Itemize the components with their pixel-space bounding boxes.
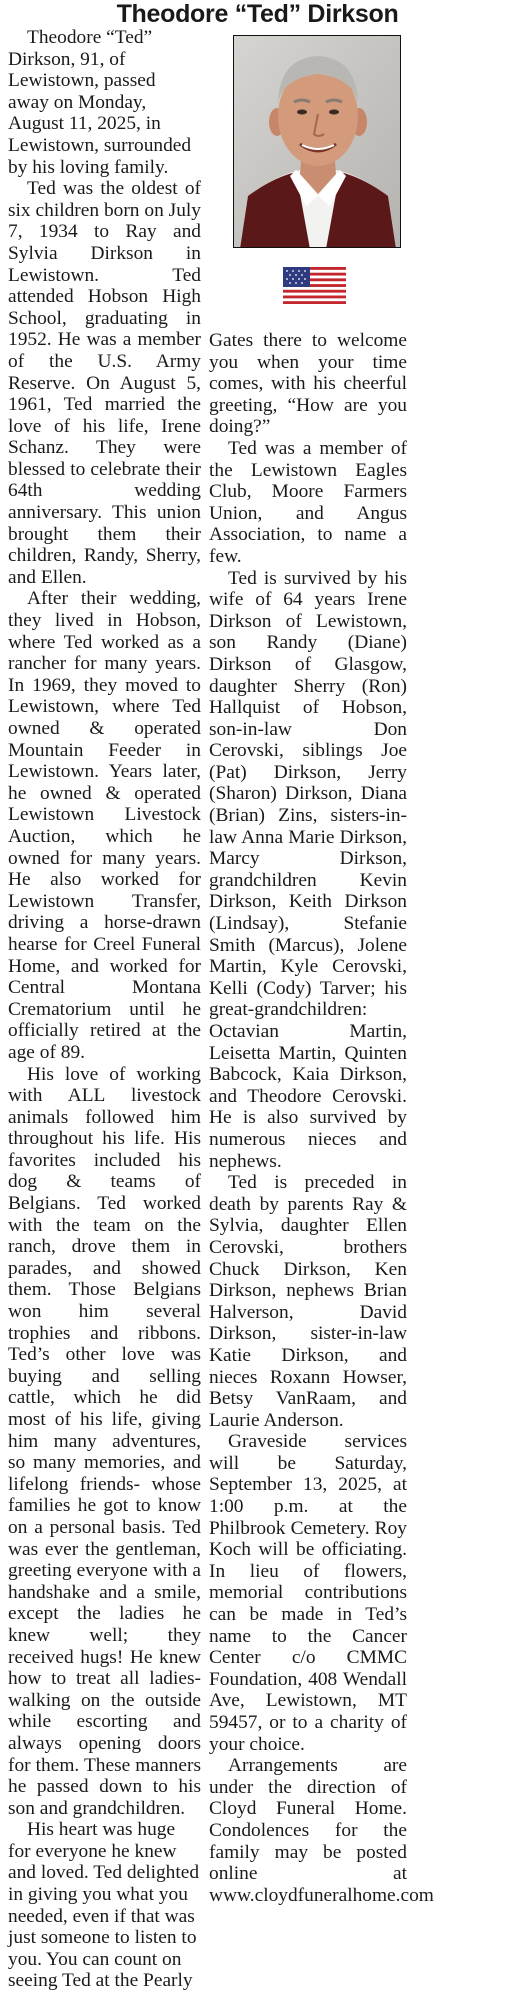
portrait-illustration: [234, 36, 401, 248]
paragraph-livestock: His love of working with ALL livestock animals followed him throughout his life. His favorites included his dog & teams of Belgians. Ted worked with the team on the ranch, drove them in parades, and showed them. Those Belgians won him several trophies and ribbons. Ted’s other love was buying and selling cattle, which he did most of his life, giving him many adventures, so many memories, and lifelong friends- whose families he got to know on a personal basis. Ted was ever the gentleman, greeting everyone with a handshake and a smile, except the ladies he knew well; they received hugs! He knew how to treat all ladies- walking on the outside while escorting and always opening doors for them. These manners he passed down to his son and grandchildren.: [8, 1063, 201, 1819]
paragraph-survived-by: Ted is survived by his wife of 64 years Irene Dirkson of Lewistown, son Randy (Diane) Dirkson of Glasgow, daughter Sherry (Ron) Hallquist of Hobson, son-in-law Don Cerovski, siblings Joe (Pat) Dirkson, Jerry (Sharon) Dirkson, Diana (Brian) Zins, sisters-in-law Anna Marie Dirkson, Marcy Dirkson, grandchildren Kevin Dirkson, Keith Dirkson (Lindsay), Stefanie Smith (Marcus), Jolene Martin, Kyle Cerovski, Kelli (Cody) Tarver; his great-grandchildren: Octavian Martin, Leisetta Martin, Quinten Babcock, Kaia Dirkson, and Theodore Cerovski. He is also survived by numerous nieces and nephews.: [209, 567, 407, 1172]
american-flag-icon: [283, 267, 346, 304]
paragraph-career: After their wedding, they lived in Hobson, where Ted worked as a rancher for many years. In 1969, they moved to Lewistown, where Ted owned & operated Mountain Feeder in Lewistown. Years later, he owned & operated Lewistown Livestock Auction, which he owned for many years. He also worked for Lewistown Transfer, driving a horse-drawn hearse for Creel Funeral Home, and worked for Central Montana Crematorium until he officially retired at the age of 89.: [8, 588, 201, 1063]
portrait-photo: [233, 35, 401, 248]
paragraph-preceded-by: Ted is preceded in death by parents Ray & Sylvia, daughter Ellen Cerovski, brothers Chuck Dirkson, Ken Dirkson, nephews Brian Halverson, David Dirkson, sister-in-law Katie Dirkson, and nieces Roxann Howser, Betsy VanRaam, and Laurie Anderson.: [209, 1172, 407, 1431]
paragraph-services: Graveside services will be Saturday, September 13, 2025, at 1:00 p.m. at the Philbrook Cemetery. Roy Koch will be officiating. In lieu of flowers, memorial contributions can be made in Ted’s name to the Cancer Center c/o CMMC Foundation, 408 Wendall Ave, Lewistown, MT 59457, or to a charity of your choice.: [209, 1431, 407, 1755]
obituary-column-left: [8, 27, 201, 1992]
obituary-column-right: [209, 330, 434, 1906]
paragraph-memberships: Ted was a member of the Lewistown Eagles Club, Moore Farmers Union, and Angus Association, to name a few.: [209, 437, 407, 567]
obituary-headline: Theodore “Ted” Dirkson: [116, 0, 399, 28]
paragraph-heart-start: His heart was huge for everyone he knew and loved. Ted delighted in giving you what you needed, even if that was just someone to listen to you. You can count on seeing Ted at the Pearly: [8, 1819, 200, 1992]
paragraph-intro: Theodore “Ted” Dirkson, 91, of Lewistown, passed away on Monday, August 11, 2025, in Lewistown, surrounded by his loving family.: [8, 27, 192, 178]
paragraph-heart-end: Gates there to welcome you when your time comes, with his cheerful greeting, “How are you doing?”: [209, 330, 407, 438]
paragraph-early-life: Ted was the oldest of six children born on July 7, 1934 to Ray and Sylvia Dirkson in Lewistown. Ted attended Hobson High School, graduating in 1952. He was a member of the U.S. Army Reserve. On August 5, 1961, Ted married the love of his life, Irene Schanz. They were blessed to celebrate their 64th wedding anniversary. This union brought them their children, Randy, Sherry, and Ellen.: [8, 178, 201, 588]
paragraph-arrangements: Arrangements are under the direction of Cloyd Funeral Home. Condolences for the family may be posted online at www.cloydfuneralhome.com: [209, 1755, 434, 1906]
